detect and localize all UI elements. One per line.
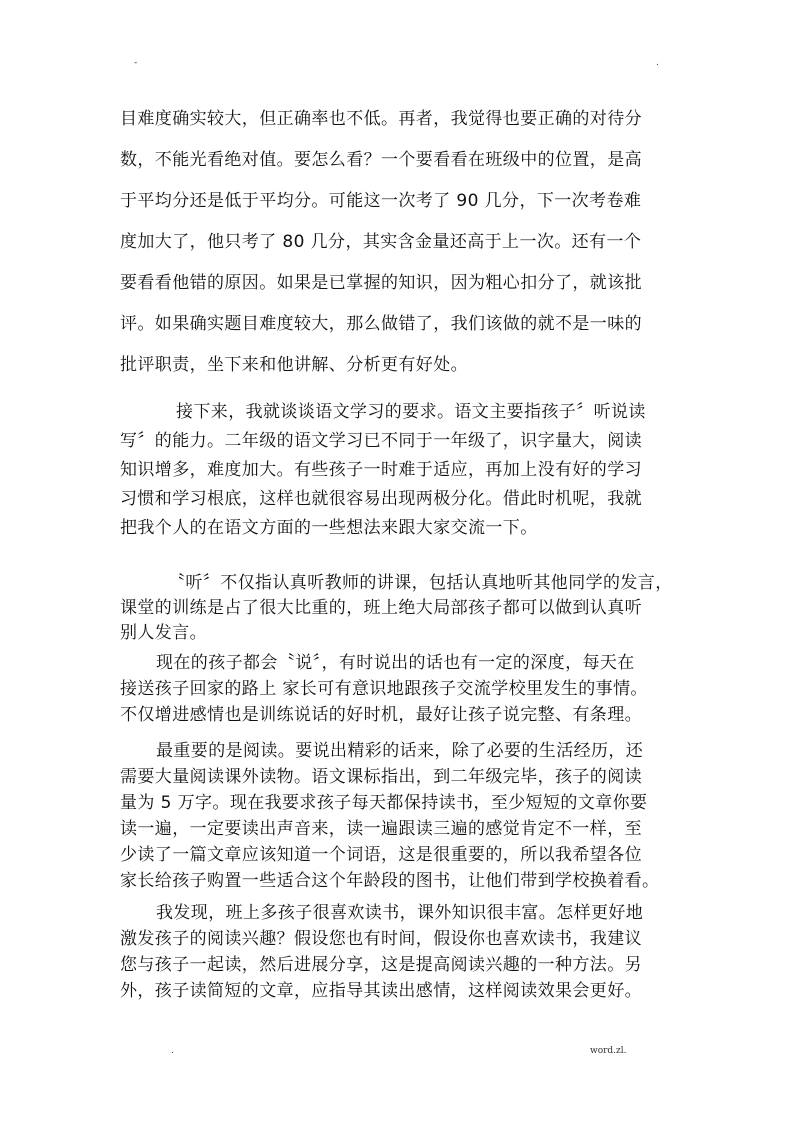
text-line: 于平均分还是低于平均分。可能这一次考了 90 几分，下一次考卷难 <box>120 191 642 211</box>
text-line: 目难度确实较大，但正确率也不低。再者，我觉得也要正确的对待分 <box>120 109 642 129</box>
text-line: 写〞的能力。二年级的语文学习已不同于一年级了，识字量大，阅读 <box>120 431 642 451</box>
text-line: 接下来，我就谈谈语文学习的要求。语文主要指孩子〞听说读 <box>176 402 646 422</box>
footer-watermark: word.zl. <box>590 1046 627 1056</box>
text-line: 少读了一篇文章应该知道一个词语，这是很重要的，所以我希望各位 <box>120 845 642 865</box>
text-line: 别人发言。 <box>120 623 207 643</box>
text-line: 您与孩子一起读，然后进展分享，这是提高阅读兴趣的一种方法。另 <box>120 955 642 975</box>
text-line: 家长给孩子购置一些适合这个年龄段的图书，让他们带到学校换着看。 <box>120 871 660 891</box>
text-line: 读一遍，一定要读出声音来，读一遍跟读三遍的感觉肯定不一样，至 <box>120 819 642 839</box>
text-line: 评。如果确实题目难度较大，那么做错了，我们该做的就不是一味的 <box>120 314 642 334</box>
text-line: 要看看他错的原因。如果是已掌握的知识，因为粗心扣分了，就该批 <box>120 273 642 293</box>
header-left-mark: - <box>134 58 138 68</box>
text-line: 批评职责，坐下来和他讲解、分析更有好处。 <box>120 355 468 375</box>
text-line: 需要大量阅读课外读物。语文课标指出，到二年级完毕，孩子的阅读 <box>120 767 642 787</box>
text-line: 现在的孩子都会〝说〞，有时说出的话也有一定的深度，每天在 <box>156 653 635 673</box>
text-line: 外，孩子读简短的文章，应指导其读出感情，这样阅读效果会更好。 <box>120 981 642 1001</box>
text-line: 不仅增进感情也是训练说话的好时机，最好让孩子说完整、有条理。 <box>120 705 642 725</box>
text-line: 课堂的训练是占了很大比重的，班上绝大局部孩子都可以做到认真听 <box>120 598 642 618</box>
text-line: 知识增多，难度加大。有些孩子一时难于适应，再加上没有好的学习 <box>120 460 642 480</box>
text-line: 最重要的是阅读。要说出精彩的话来，除了必要的生活经历，还 <box>156 741 644 761</box>
text-line: 我发现，班上多孩子很喜欢读书，课外知识很丰富。怎样更好地 <box>156 903 644 923</box>
footer-left-mark: . <box>171 1046 174 1056</box>
text-line: 数，不能光看绝对值。要怎么看？一个要看看在班级中的位置，是高 <box>120 150 642 170</box>
text-line: 接送孩子回家的路上 家长可有意识地跟孩子交流学校里发生的事情。 <box>120 679 648 699</box>
text-line: 把我个人的在语文方面的一些想法来跟大家交流一下。 <box>120 518 538 538</box>
text-line: 习惯和学习根底，这样也就很容易出现两极分化。借此时机呢，我就 <box>120 489 642 509</box>
text-line: 〝听〞不仅指认真听教师的讲课，包括认真地听其他同学的发言， <box>168 573 673 593</box>
text-line: 度加大了，他只考了 80 几分，其实含金量还高于上一次。还有一个 <box>120 232 642 252</box>
text-line: 激发孩子的阅读兴趣？假设您也有时间，假设你也喜欢读书，我建议 <box>120 929 642 949</box>
text-line: 量为 5 万字。现在我要求孩子每天都保持读书，至少短短的文章你要 <box>120 793 648 813</box>
header-right-mark: . <box>656 58 659 68</box>
